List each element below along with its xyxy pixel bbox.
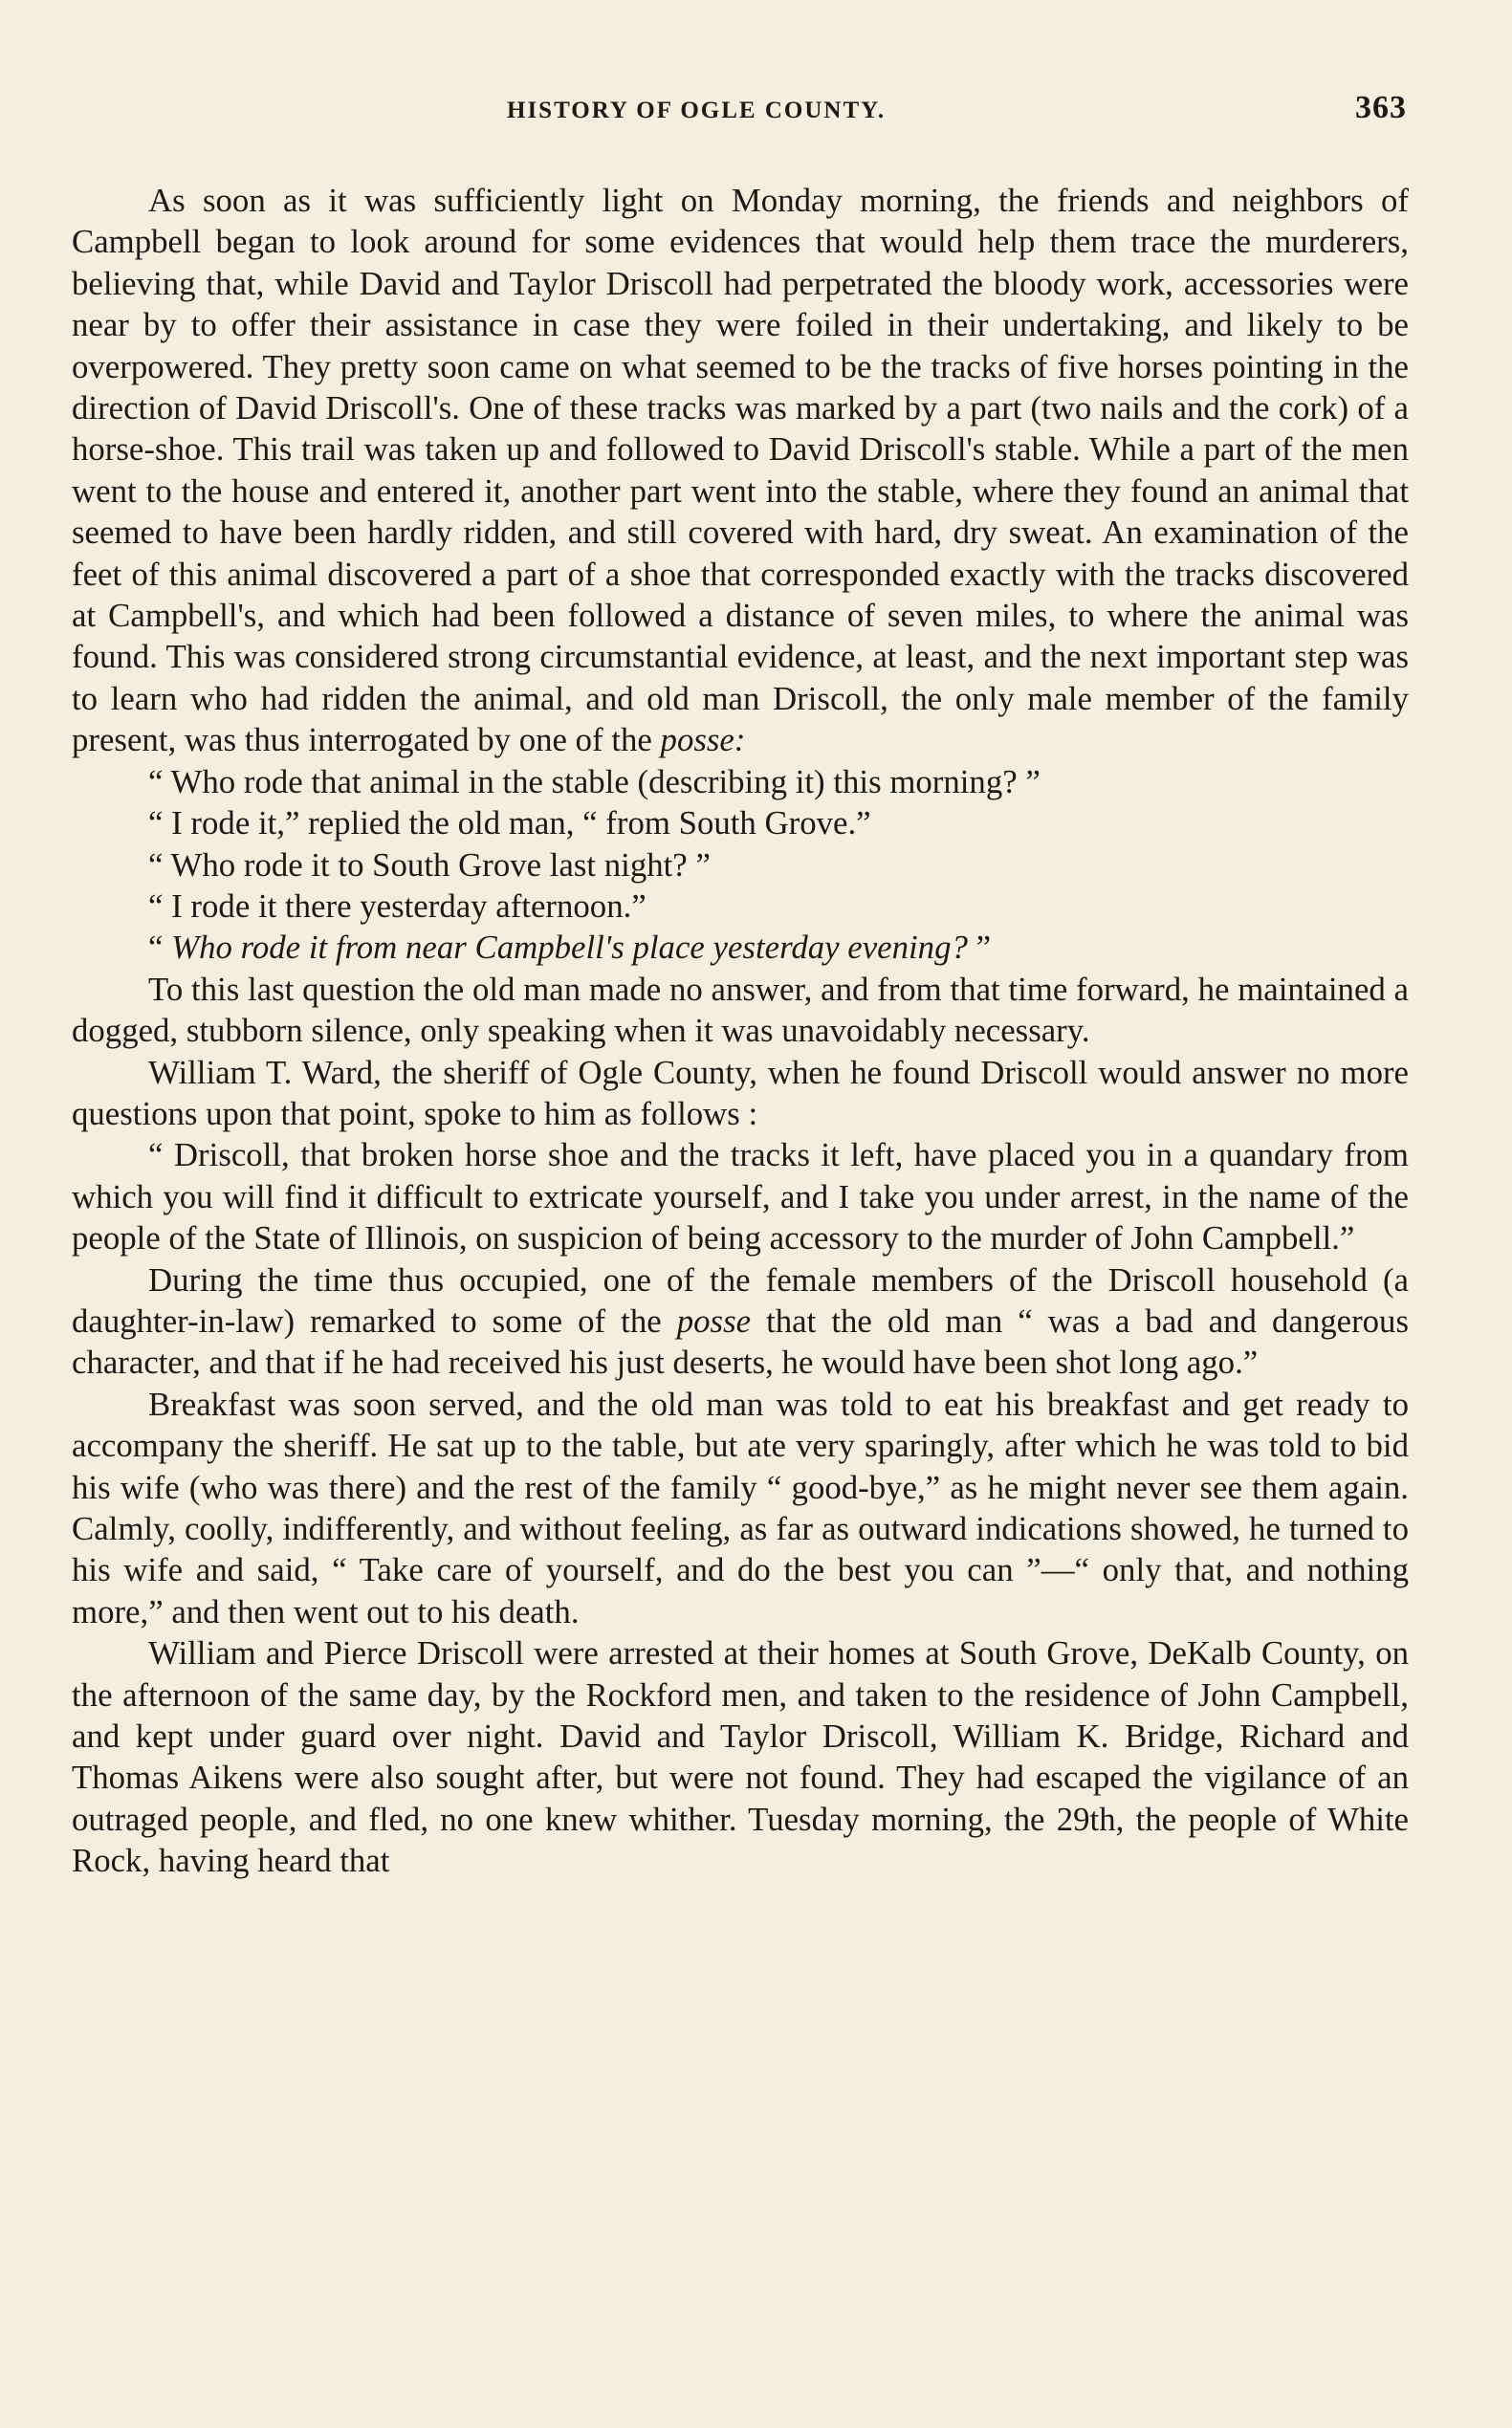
paragraph-tail: that the old man “ was a bad and dangerous character, and that if he had received his just deserts, he would have been shot long ago.” [72, 1301, 1409, 1382]
dialogue-line-3: “ Who rode it to South Grove last night? ” [148, 845, 711, 884]
dialogue-line-2: “ I rode it,” replied the old man, “ from South Grove.” [148, 804, 871, 842]
dialogue-line-4: “ I rode it there yesterday afternoon.” [148, 886, 646, 925]
paragraph-arrests: William and Pierce Driscoll were arrested at their homes at South Grove, DeKalb County, on the afternoon of the same day, by the Rockford men, and taken to the residence of John Campbell, and kept under guard over night. David and Taylor Driscoll, William K. Bridge, Richard and Thomas Aikens were also sought after, but were not found. They had escaped the vigilance of an outraged people, and fled, no one knew whither. Tuesday morning, the 29th, the people of White Rock, having heard that [72, 1634, 1409, 1880]
page-number: 363 [1355, 90, 1407, 125]
paragraph-arrest: “ Driscoll, that broken horse shoe and the tracks it left, have placed you in a quandary from which you will find it difficult to extricate yourself, and I take you under arrest, in the name of the people of the State of Illinois, on suspicion of being accessory to the murder of John Campbell.” [72, 1136, 1409, 1258]
posse-word: posse [676, 1301, 752, 1340]
dialogue-line-5 [72, 927, 1409, 968]
paragraph-silence: To this last question the old man made no answer, and from that time forward, he maintained a dogged, stubborn silence, only speaking when it was unavoidably necessary. [72, 970, 1409, 1050]
italic-question: Who rode it from near Campbell's place yesterday evening? [171, 929, 968, 967]
page-header [72, 90, 1407, 136]
quote-close: ” [967, 929, 992, 967]
paragraph-text: As soon as it was sufficiently light on Monday morning, the friends and neighbors of Campbell began to look around for some evidences that would help them trace the murderers, believing that, while David and Taylor Driscoll had perpetrated the bloody work, accessories were near by to offer their assistance in case they were foiled in their undertaking, and likely to be overpowered. They pretty soon came on what seemed to be the tracks of five horses pointing in the direction of David Driscoll's. One of these tracks was marked by a part (two nails and the cork) of a horse-shoe. This trail was taken up and followed to David Driscoll's stable. While a part of the men went to the house and entered it, another part went into the stable, where they found an animal that seemed to have been hardly ridden, and still covered with hard, dry sweat. An examination of the feet of this animal discovered a part of a shoe that corresponded exactly with the tracks discovered at Campbell's, and which had been followed a distance of seven miles, to where the animal was found. This was considered strong circumstantial evidence, at least, and the next important step was to learn who had ridden the animal, and old man Driscoll, the only male member of the family present, was thus interrogated by one of the [72, 182, 1409, 759]
paragraph-tracks [72, 180, 1409, 761]
quote-open: “ [148, 929, 164, 967]
paragraph-daughter-in-law [72, 1259, 1409, 1384]
running-head: HISTORY OF OGLE COUNTY. [507, 98, 887, 123]
posse-label: posse: [660, 721, 746, 759]
paragraph-text: During the time thus occupied, one of the female members of the Driscoll household (a daughter-in-law) remarked to some of the [72, 1260, 1409, 1340]
body-text [72, 180, 1409, 1882]
paragraph-sheriff: William T. Ward, the sheriff of Ogle County, when he found Driscoll would answer no more questions upon that point, spoke to him as follows : [72, 1053, 1409, 1132]
paragraph-breakfast: Breakfast was soon served, and the old man was told to eat his breakfast and get ready to accompany the sheriff. He sat up to the table, but ate very sparingly, after which he was told to bid his wife (who was there) and the rest of the family “ good-bye,” as he might never see them again. Calmly, coolly, indifferently, and without feeling, as far as outward indications showed, he turned to his wife and said, “ Take care of yourself, and do the best you can ”—“ only that, and nothing more,” and then went out to his death. [72, 1385, 1409, 1630]
dialogue-line-1: “ Who rode that animal in the stable (describing it) this morning? ” [148, 762, 1041, 800]
